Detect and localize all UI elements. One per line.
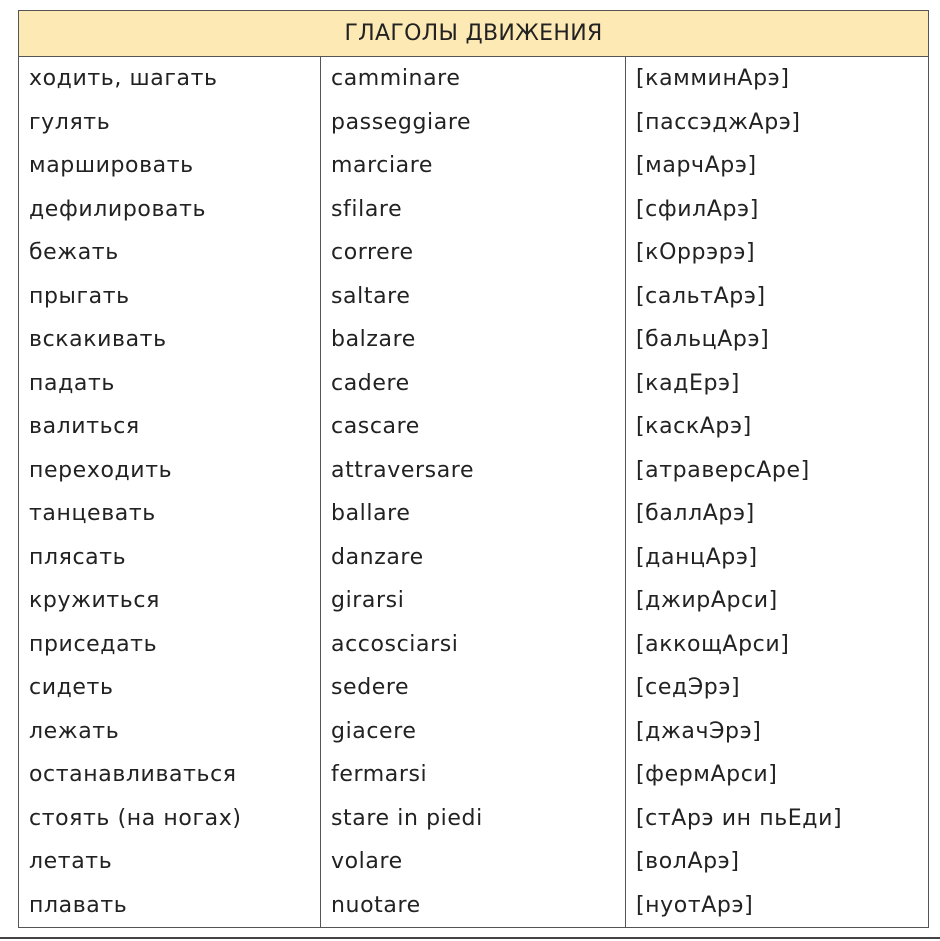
italian-cell: cascare xyxy=(321,405,626,449)
transcription-cell: [баллАрэ] xyxy=(626,492,929,536)
russian-cell: танцевать xyxy=(19,492,321,536)
transcription-cell: [данцАрэ] xyxy=(626,536,929,580)
russian-cell: падать xyxy=(19,362,321,406)
table-row xyxy=(19,884,929,928)
transcription-cell: [атраверсАре] xyxy=(626,449,929,493)
transcription-cell: [кадЕрэ] xyxy=(626,362,929,406)
russian-cell: кружиться xyxy=(19,579,321,623)
transcription-cell: [нуотАрэ] xyxy=(626,884,929,928)
table-body xyxy=(19,57,929,928)
italian-cell: saltare xyxy=(321,275,626,319)
italian-cell: girarsi xyxy=(321,579,626,623)
transcription-cell: [камминАрэ] xyxy=(626,57,929,101)
italian-cell: passeggiare xyxy=(321,101,626,145)
russian-cell: валиться xyxy=(19,405,321,449)
italian-cell: sfilare xyxy=(321,188,626,232)
transcription-cell: [пассэджАрэ] xyxy=(626,101,929,145)
russian-cell: ходить, шагать xyxy=(19,57,321,101)
russian-cell: останавливаться xyxy=(19,753,321,797)
table-row xyxy=(19,144,929,188)
russian-cell: лежать xyxy=(19,710,321,754)
transcription-cell: [седЭрэ] xyxy=(626,666,929,710)
table-row xyxy=(19,666,929,710)
russian-cell: переходить xyxy=(19,449,321,493)
italian-cell: accosciarsi xyxy=(321,623,626,667)
table-row xyxy=(19,101,929,145)
table-row xyxy=(19,753,929,797)
table-row xyxy=(19,405,929,449)
table-header-row xyxy=(19,11,929,57)
transcription-cell: [сальтАрэ] xyxy=(626,275,929,319)
table-row xyxy=(19,840,929,884)
table-row xyxy=(19,318,929,362)
table-row xyxy=(19,362,929,406)
transcription-cell: [волАрэ] xyxy=(626,840,929,884)
transcription-cell: [фермАрси] xyxy=(626,753,929,797)
table-row xyxy=(19,579,929,623)
transcription-cell: [джачЭрэ] xyxy=(626,710,929,754)
russian-cell: плясать xyxy=(19,536,321,580)
transcription-cell: [джирАрси] xyxy=(626,579,929,623)
russian-cell: прыгать xyxy=(19,275,321,319)
russian-cell: летать xyxy=(19,840,321,884)
russian-cell: дефилировать xyxy=(19,188,321,232)
transcription-cell: [сфилАрэ] xyxy=(626,188,929,232)
russian-cell: сидеть xyxy=(19,666,321,710)
transcription-cell: [кОррэрэ] xyxy=(626,231,929,275)
italian-cell: giacere xyxy=(321,710,626,754)
russian-cell: гулять xyxy=(19,101,321,145)
table-title: ГЛАГОЛЫ ДВИЖЕНИЯ xyxy=(19,11,929,57)
table-row xyxy=(19,231,929,275)
italian-cell: nuotare xyxy=(321,884,626,928)
italian-cell: cadere xyxy=(321,362,626,406)
italian-cell: camminare xyxy=(321,57,626,101)
table-row xyxy=(19,188,929,232)
italian-cell: correre xyxy=(321,231,626,275)
russian-cell: плавать xyxy=(19,884,321,928)
table-row xyxy=(19,275,929,319)
russian-cell: стоять (на ногах) xyxy=(19,797,321,841)
verbs-table-container xyxy=(18,10,928,928)
russian-cell: вскакивать xyxy=(19,318,321,362)
russian-cell: бежать xyxy=(19,231,321,275)
table-row xyxy=(19,449,929,493)
italian-cell: stare in piedi xyxy=(321,797,626,841)
table-row xyxy=(19,623,929,667)
russian-cell: приседать xyxy=(19,623,321,667)
table-row xyxy=(19,797,929,841)
transcription-cell: [бальцАрэ] xyxy=(626,318,929,362)
italian-cell: danzare xyxy=(321,536,626,580)
italian-cell: fermarsi xyxy=(321,753,626,797)
transcription-cell: [марчАрэ] xyxy=(626,144,929,188)
table-row xyxy=(19,710,929,754)
table-row xyxy=(19,57,929,101)
italian-cell: volare xyxy=(321,840,626,884)
table-row xyxy=(19,492,929,536)
russian-cell: маршировать xyxy=(19,144,321,188)
italian-cell: attraversare xyxy=(321,449,626,493)
italian-cell: ballare xyxy=(321,492,626,536)
italian-cell: sedere xyxy=(321,666,626,710)
italian-cell: balzare xyxy=(321,318,626,362)
transcription-cell: [аккощАрси] xyxy=(626,623,929,667)
bottom-divider xyxy=(0,937,940,939)
verbs-of-motion-table xyxy=(18,10,929,928)
table-row xyxy=(19,536,929,580)
transcription-cell: [каскАрэ] xyxy=(626,405,929,449)
italian-cell: marciare xyxy=(321,144,626,188)
transcription-cell: [стАрэ ин пьЕди] xyxy=(626,797,929,841)
